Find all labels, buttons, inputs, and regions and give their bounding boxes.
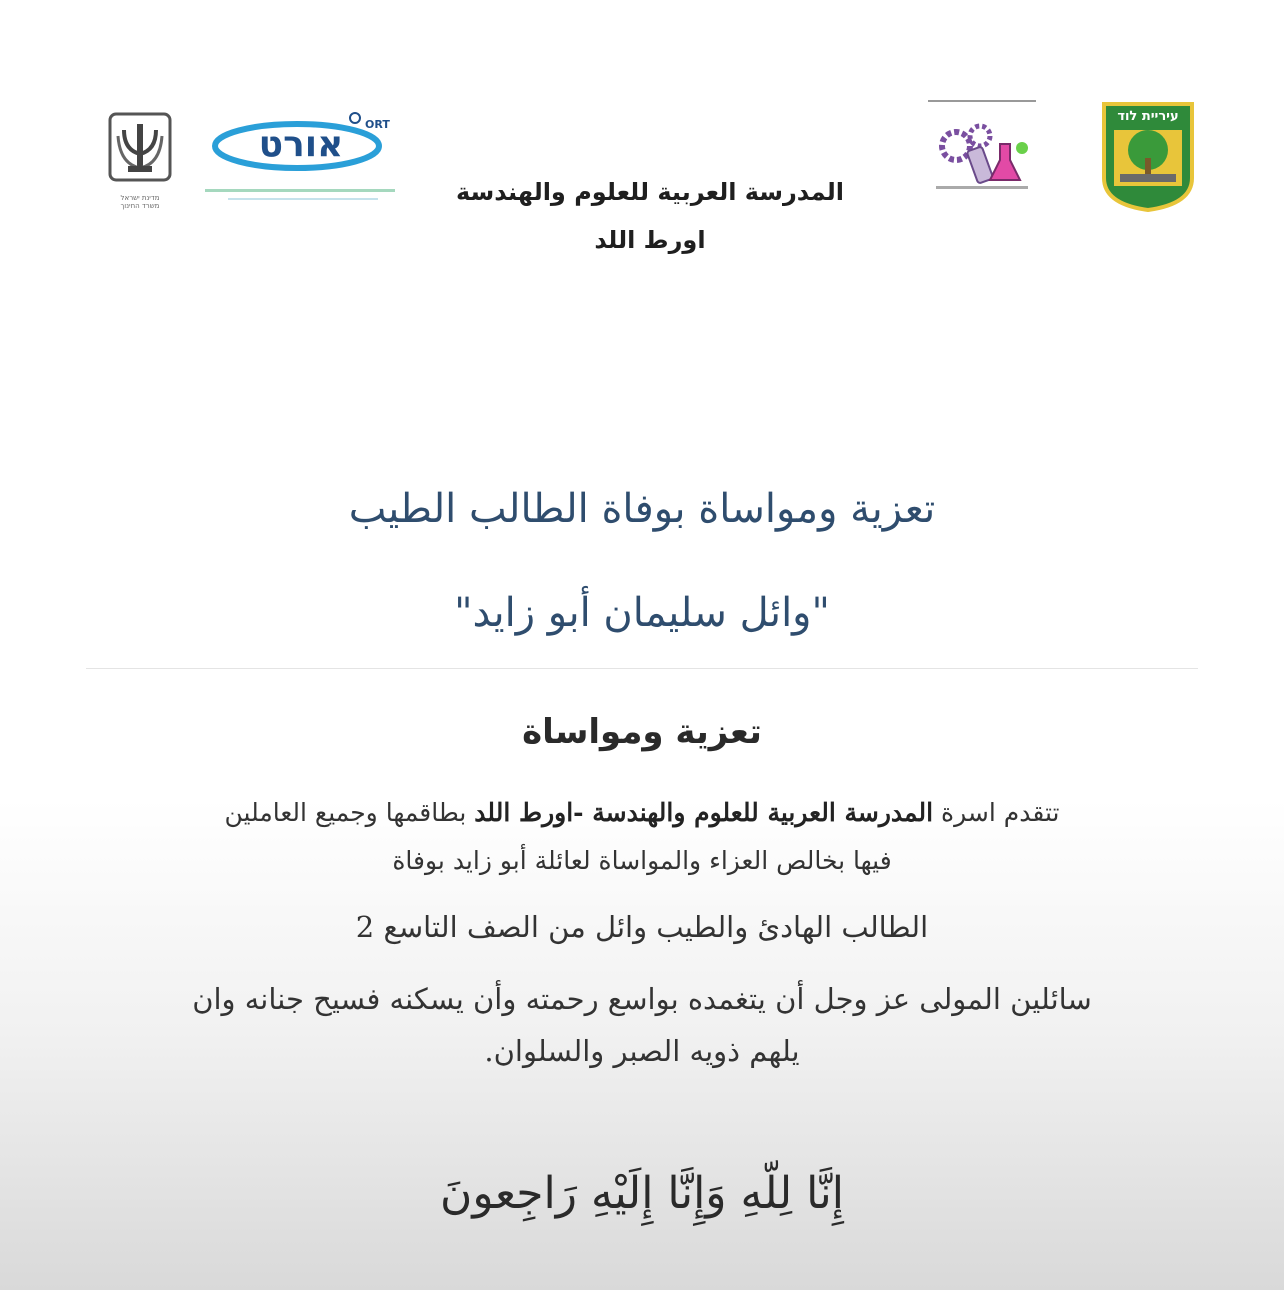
body-line-5: يلهم ذويه الصبر والسلوان. xyxy=(484,1034,800,1068)
school-logo xyxy=(928,100,1040,210)
lod-city-logo xyxy=(1100,100,1196,212)
condolence-subtitle: تعزية ومواساة xyxy=(522,712,762,752)
school-logo-top-rule xyxy=(928,100,1036,102)
state-caption-1: מדינת ישראל xyxy=(120,194,160,202)
lod-city-emblem-icon xyxy=(1100,100,1196,212)
school-science-logo-icon xyxy=(928,108,1036,200)
student-name-title: "وائل سليمان أبو زايد" xyxy=(454,590,830,636)
condolence-title: تعزية ومواساة بوفاة الطالب الطيب xyxy=(348,486,936,532)
state-caption-2: משרד החינוך xyxy=(120,202,160,210)
body-line-1-prefix: تتقدم اسرة xyxy=(941,798,1060,827)
body-line-1-suffix: بطاقمها وجميع العاملين xyxy=(224,798,467,827)
ort-tagline-bar xyxy=(205,189,395,192)
school-name: المدرسة العربية للعلوم والهندسة xyxy=(456,178,844,206)
ort-wordmark: אורט xyxy=(258,124,344,165)
ort-logo xyxy=(205,106,400,206)
school-city: اورط اللد xyxy=(594,226,706,254)
ort-caption: ORT xyxy=(365,118,390,131)
divider xyxy=(86,668,1198,669)
state-of-israel-logo xyxy=(104,110,176,220)
body-line-4: سائلين المولى عز وجل أن يتغمده بواسع رحمته وأن يسكنه فسيح جنانه وان xyxy=(192,982,1092,1016)
body-line-1 xyxy=(104,798,1180,827)
body-line-2: فيها بخالص العزاء والمواساة لعائلة أبو زايد بوفاة xyxy=(392,846,892,875)
ort-tagline-bar-2 xyxy=(228,198,378,200)
emblem-of-israel-icon xyxy=(104,110,176,190)
lod-caption: עיריית לוד xyxy=(1117,109,1179,124)
quran-verse: إِنَّا لِلّهِ وَإِنَّا إِلَيْهِ رَاجِعونَ xyxy=(440,1168,844,1219)
body-line-1-school: المدرسة العربية للعلوم والهندسة -اورط اللد xyxy=(474,798,934,827)
body-line-3: الطالب الهادئ والطيب وائل من الصف التاسع 2 xyxy=(355,910,929,944)
ort-logo-icon xyxy=(205,106,400,181)
